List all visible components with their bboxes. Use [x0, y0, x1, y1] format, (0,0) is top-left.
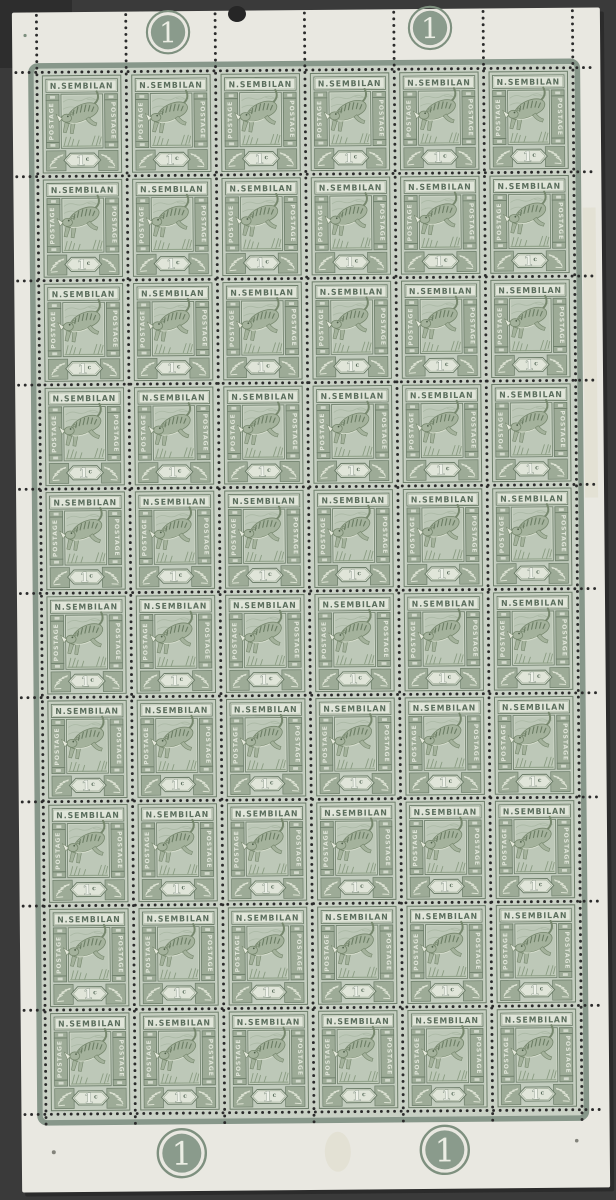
stamp-r1-c3: [221, 74, 300, 172]
stamp-r10-c6: [497, 1009, 576, 1107]
stamp-r4-c2: [134, 387, 213, 485]
stamp-r6-c4: [315, 594, 394, 692]
stamp-r3-c2: [134, 283, 213, 381]
stamp-r7-c3: [226, 699, 305, 797]
stamp-r9-c3: [228, 907, 307, 1005]
stamp-r9-c6: [496, 905, 575, 1003]
stamp-r10-c3: [229, 1011, 308, 1109]
stamp-r1-c4: [310, 73, 389, 171]
stamp-r3-c5: [402, 280, 481, 378]
stamp-r5-c6: [493, 488, 572, 586]
stamp-r4-c6: [492, 384, 571, 482]
stamp-r8-c4: [317, 802, 396, 900]
stamp-r4-c3: [224, 386, 303, 484]
stamp-r3-c3: [223, 282, 302, 380]
stamp-r10-c5: [408, 1010, 487, 1108]
stamp-r10-c2: [140, 1012, 219, 1110]
stamp-r9-c2: [139, 908, 218, 1006]
stamp-r2-c3: [222, 178, 301, 276]
stamp-r2-c6: [490, 175, 569, 273]
stamp-r8-c2: [138, 804, 217, 902]
stamp-r10-c4: [319, 1011, 398, 1109]
stamp-r6-c1: [47, 596, 126, 694]
stamp-r2-c2: [133, 179, 212, 277]
stamp-r4-c1: [45, 388, 124, 486]
plate-number-disc-top-right: [409, 7, 452, 50]
stamp-r4-c5: [402, 385, 481, 483]
stamp-r2-c5: [401, 176, 480, 274]
stamp-r3-c4: [312, 281, 391, 379]
paper-speck: [52, 1150, 56, 1154]
stamp-r4-c4: [313, 385, 392, 483]
stamp-r2-c1: [43, 179, 122, 277]
stamp-r9-c5: [407, 906, 486, 1004]
stamp-r8-c3: [227, 803, 306, 901]
stamp-r5-c2: [135, 491, 214, 589]
stamp-r7-c4: [316, 698, 395, 796]
stamp-r1-c6: [489, 71, 568, 169]
stamp-r8-c6: [495, 801, 574, 899]
stamp-r7-c6: [494, 696, 573, 794]
stamp-r1-c5: [400, 72, 479, 170]
stamp-r8-c5: [406, 801, 485, 899]
stamp-r5-c3: [225, 490, 304, 588]
stamp-r3-c1: [44, 284, 123, 382]
stamp-r7-c2: [137, 700, 216, 798]
paper-notch: [228, 6, 246, 22]
stamp-sheet: [12, 5, 614, 1196]
stamp-r6-c5: [404, 593, 483, 691]
stamp-r8-c1: [49, 805, 128, 903]
stamp-r9-c4: [318, 906, 397, 1004]
paper-speck: [575, 1139, 579, 1143]
stamp-r6-c6: [494, 592, 573, 690]
stamp-r2-c4: [311, 177, 390, 275]
stamp-r5-c5: [403, 489, 482, 587]
stamp-r10-c1: [51, 1013, 130, 1111]
stamp-r1-c2: [132, 74, 211, 172]
paper-stain: [583, 208, 599, 498]
stamp-r1-c1: [42, 75, 121, 173]
plate-number-disc-bottom-left: [158, 1129, 206, 1177]
stamp-r6-c3: [226, 595, 305, 693]
plate-number-disc-top-left: [147, 11, 190, 54]
plate-number-disc-bottom-right: [421, 1126, 469, 1174]
stamp-r5-c4: [314, 490, 393, 588]
stamp-r6-c2: [136, 595, 215, 693]
stamp-r9-c1: [50, 909, 129, 1007]
ink-speck: [23, 34, 26, 37]
stamp-r7-c5: [405, 697, 484, 795]
stamp-r7-c1: [48, 700, 127, 798]
stamp-r5-c1: [46, 492, 125, 590]
stamp-r3-c6: [491, 280, 570, 378]
